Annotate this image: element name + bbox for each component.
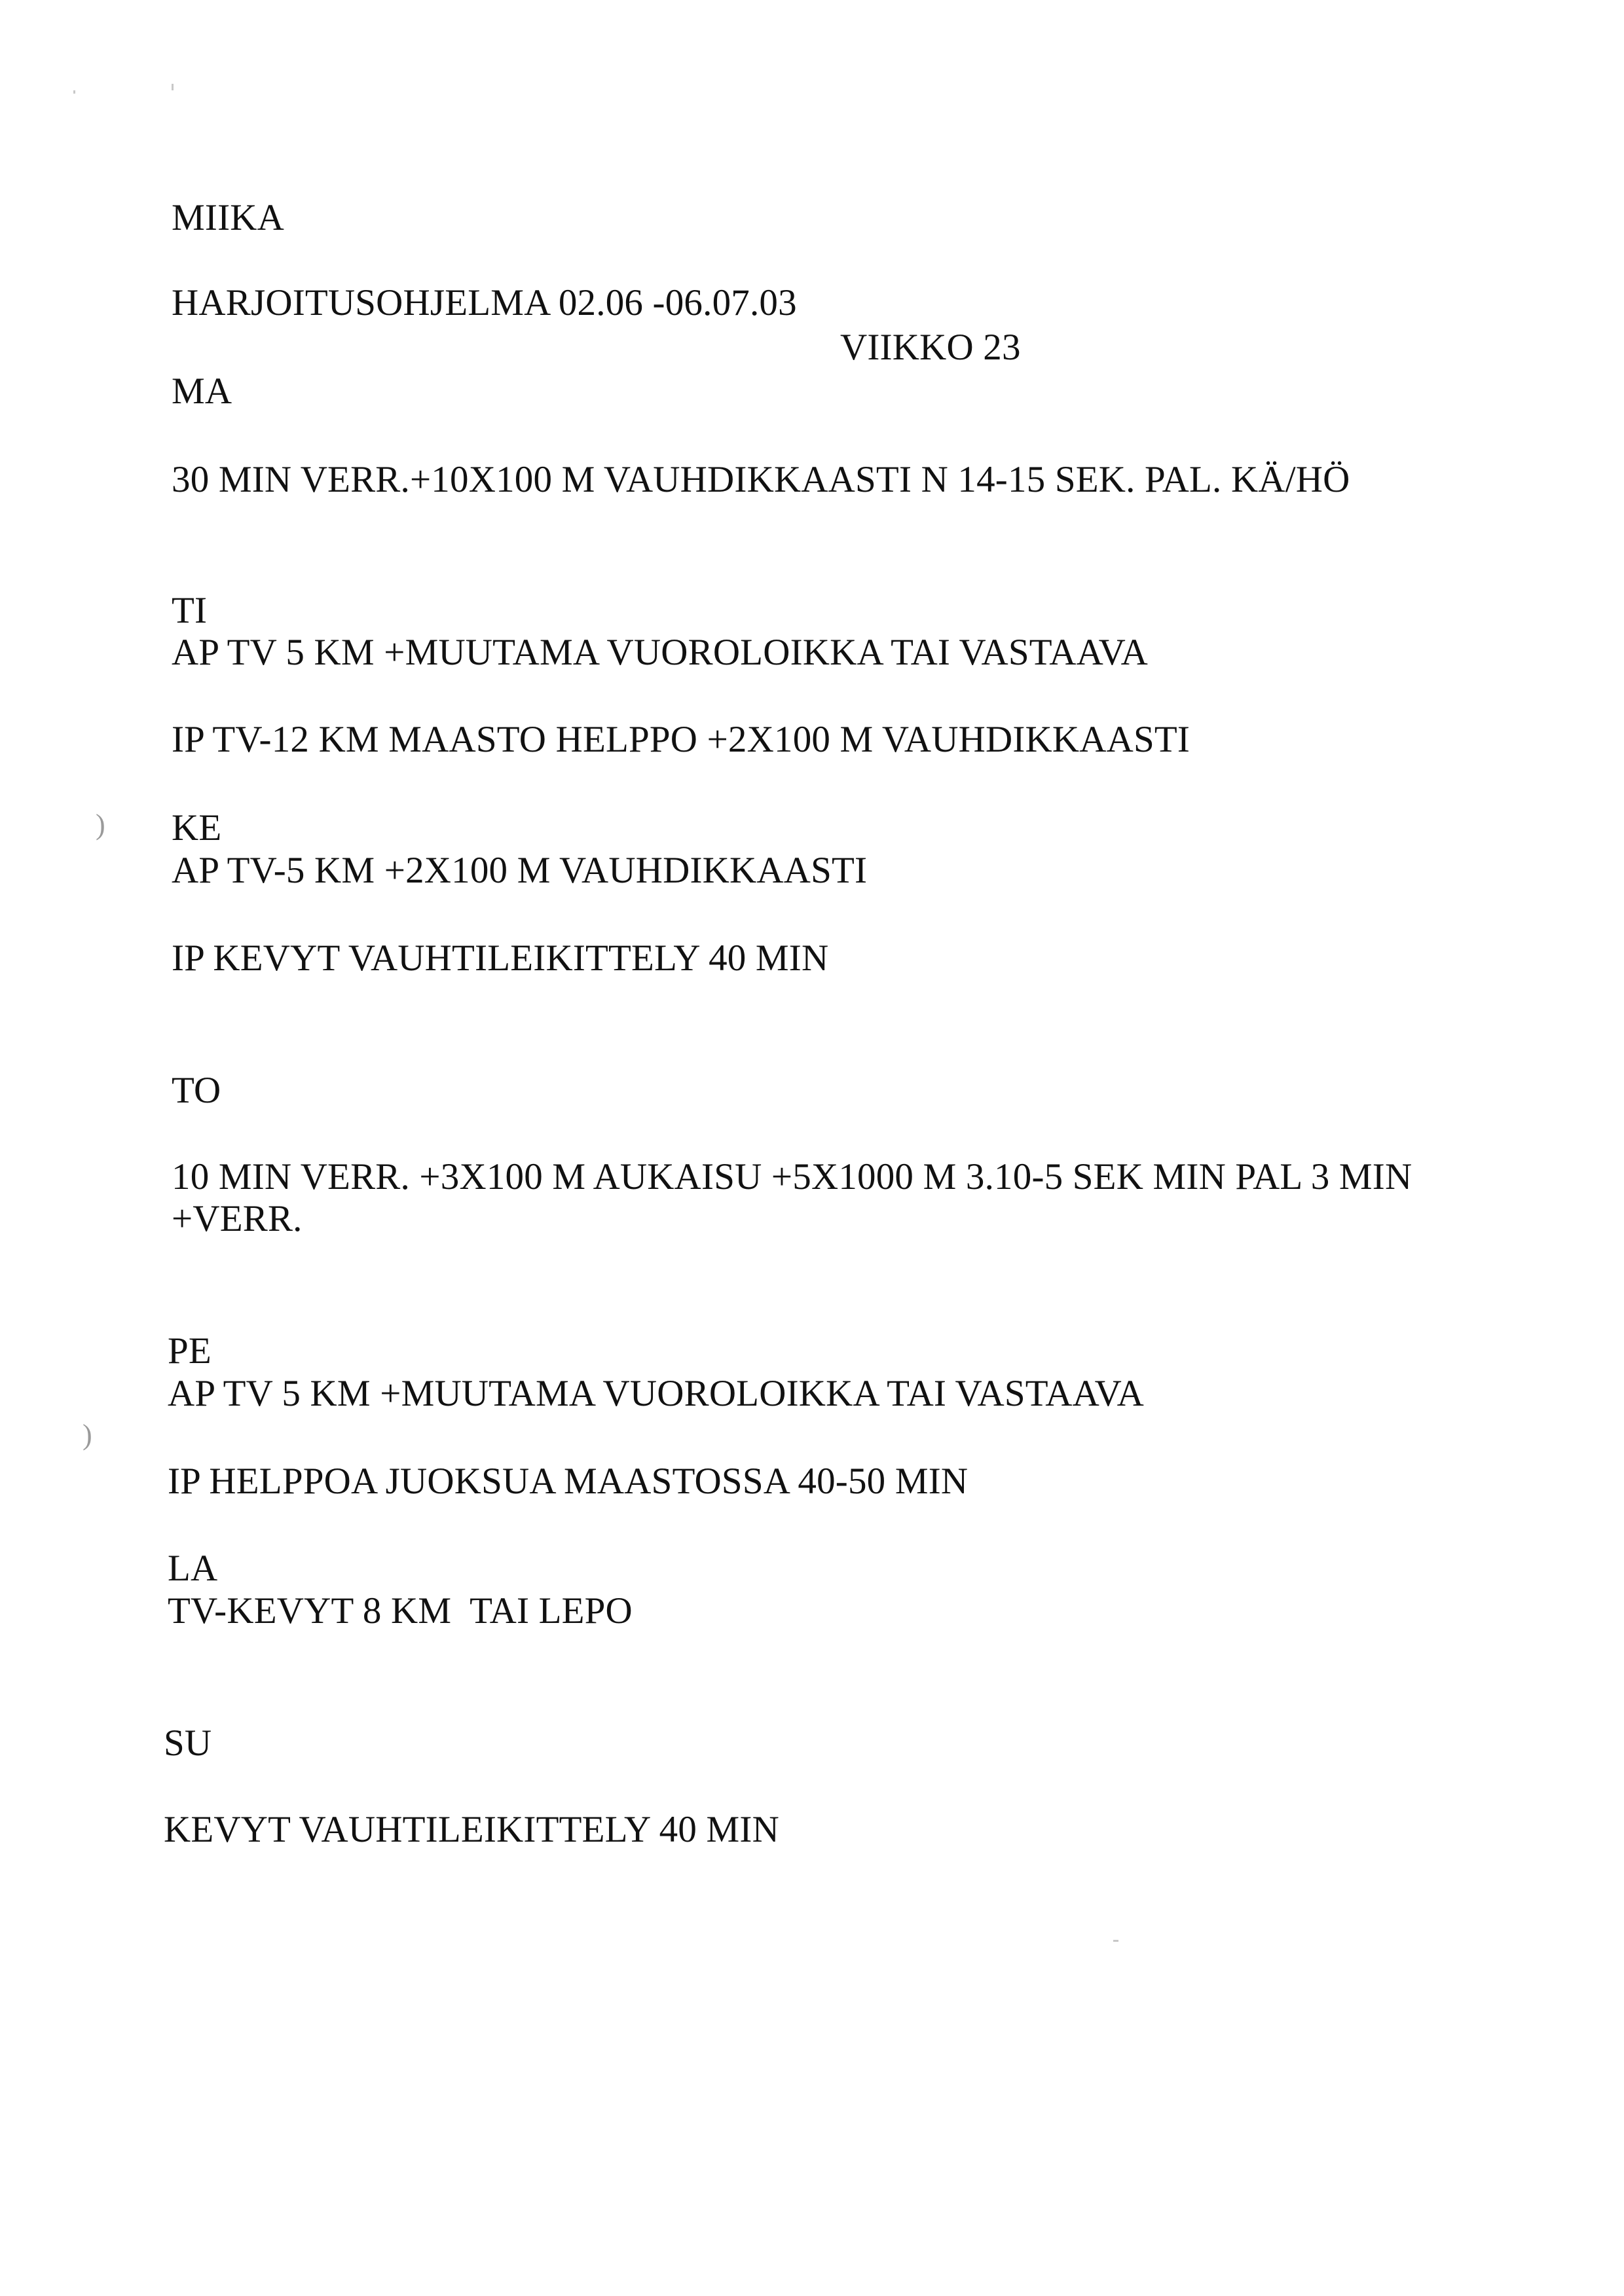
day-label-pe: PE [168, 1330, 212, 1372]
week-label: VIIKKO 23 [840, 327, 1021, 368]
day-label-ti: TI [172, 590, 208, 631]
day-label-ke: KE [172, 807, 222, 848]
day-entry-to-1: 10 MIN VERR. +3X100 M AUKAISU +5X1000 M 3.10-5 SEK MIN PAL 3 MIN [172, 1156, 1412, 1197]
day-entry-ma-1: 30 MIN VERR.+10X100 M VAUHDIKKAASTI N 14-15 SEK. PAL. KÄ/HÖ [172, 459, 1350, 500]
day-entry-ke-1: AP TV-5 KM +2X100 M VAUHDIKKAASTI [172, 850, 868, 891]
scan-speck [73, 90, 75, 94]
punch-hole-mark: ) [83, 1419, 92, 1451]
document-name: MIIKA [172, 197, 284, 238]
day-label-to: TO [172, 1070, 221, 1111]
day-entry-ti-1: AP TV 5 KM +MUUTAMA VUOROLOIKKA TAI VASTAAVA [172, 632, 1149, 673]
day-label-ma: MA [172, 371, 232, 412]
day-entry-pe-1: AP TV 5 KM +MUUTAMA VUOROLOIKKA TAI VASTAAVA [168, 1373, 1145, 1414]
day-entry-ti-2: IP TV-12 KM MAASTO HELPPO +2X100 M VAUHDIKKAASTI [172, 719, 1190, 760]
day-label-su: SU [164, 1722, 212, 1764]
day-entry-su-1: KEVYT VAUHTILEIKITTELY 40 MIN [164, 1809, 779, 1850]
scan-speck [172, 84, 174, 90]
day-entry-to-2: +VERR. [172, 1198, 303, 1239]
day-entry-pe-2: IP HELPPOA JUOKSUA MAASTOSSA 40-50 MIN [168, 1461, 969, 1502]
scan-speck [1113, 1940, 1118, 1942]
program-title: HARJOITUSOHJELMA 02.06 -06.07.03 [172, 282, 797, 323]
day-label-la: LA [168, 1548, 218, 1589]
day-entry-la-1: TV-KEVYT 8 KM TAI LEPO [168, 1590, 633, 1631]
punch-hole-mark: ) [96, 809, 105, 841]
day-entry-ke-2: IP KEVYT VAUHTILEIKITTELY 40 MIN [172, 938, 829, 979]
